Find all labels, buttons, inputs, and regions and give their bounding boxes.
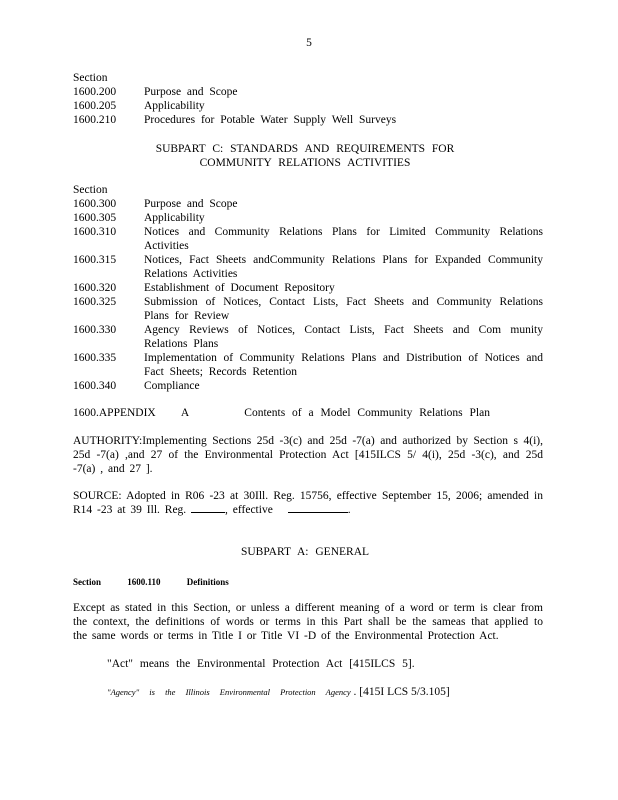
toc-row (73, 85, 543, 99)
toc-section-title: Submission of Notices, Contact Lists, Fact Sheets and Community Relations Plans for Review (144, 296, 543, 322)
toc-section-title: Implementation of Community Relations Plans and Distribution of Notices and Fact Sheets; Records Retention (144, 352, 543, 378)
toc-row (73, 211, 543, 225)
section-title: Definitions (186, 577, 229, 587)
page-number: 5 (306, 37, 312, 49)
toc-section-number: 1600.300 (73, 198, 117, 210)
toc-section-heading: Section (73, 184, 108, 196)
toc-section-number: 1600.315 (73, 254, 117, 266)
toc-section-title: Applicability (144, 212, 205, 224)
toc-section-number: 1600.325 (73, 296, 117, 308)
toc-section-number: 1600.335 (73, 352, 117, 364)
authority-note: AUTHORITY:Implementing Sections 25d -3(c) and 25d -7(a) and authorized by Section s 4(i), 25d -7(a) ,and 27 of the Environmental Protection Act [415ILCS 5/ 4(i), 25d -3(c), and 25d -7(a) , and 27 ]. (73, 435, 543, 475)
toc-row (73, 197, 543, 211)
toc-row (73, 253, 543, 281)
source-text: SOURCE: Adopted in R06 -23 at 30Ill. Reg. 15756, effective September 15, 2006; amended in R14 -23 at 39 Ill. Reg. (73, 490, 543, 516)
toc-section-title: Procedures for Potable Water Supply Well Surveys (144, 114, 397, 126)
toc-row (73, 351, 543, 379)
toc-section-title: Agency Reviews of Notices, Contact Lists, Fact Sheets and Com munity Relations Plans (144, 324, 543, 350)
toc-row (73, 113, 543, 127)
blank-line (288, 512, 348, 513)
toc-section-number: 1600.330 (73, 324, 117, 336)
definition-agency-text: "Agency" is the Illinois Environmental Protection Agency (107, 687, 351, 697)
toc-rows (73, 197, 543, 393)
blank-line (191, 512, 225, 513)
appendix-number: 1600.APPENDIX (73, 407, 156, 419)
toc-row (73, 99, 543, 113)
toc-subpart-b (73, 71, 543, 127)
subpart-a-heading: SUBPART A: GENERAL (240, 546, 370, 558)
toc-section-title: Purpose and Scope (144, 198, 238, 210)
toc-rows (73, 85, 543, 127)
toc-row (73, 281, 543, 295)
toc-row (73, 323, 543, 351)
toc-section-number: 1600.210 (73, 114, 117, 126)
subpart-c-line1: SUBPART C: STANDARDS AND REQUIREMENTS FOR (155, 143, 455, 155)
section-label: Section (73, 577, 101, 587)
subpart-c-heading (60, 142, 550, 170)
toc-section-number: 1600.205 (73, 100, 117, 112)
section-heading (73, 575, 543, 589)
toc-section-number: 1600.320 (73, 282, 117, 294)
source-end: . (347, 504, 351, 516)
definition-agency-cite: . [415I LCS 5/3.105] (353, 686, 450, 698)
appendix-line (73, 406, 543, 420)
toc-section-title: Notices, Fact Sheets andCommunity Relations Plans for Expanded Community Relations Activities (144, 254, 543, 280)
toc-section-number: 1600.200 (73, 86, 117, 98)
toc-row (73, 379, 543, 393)
subpart-c-line2: COMMUNITY RELATIONS ACTIVITIES (199, 157, 411, 169)
toc-section-title: Compliance (144, 380, 200, 392)
toc-section-number: 1600.340 (73, 380, 117, 392)
toc-section-number: 1600.305 (73, 212, 117, 224)
toc-section-heading: Section (73, 72, 108, 84)
source-note (73, 489, 543, 517)
source-effective: , effective (225, 504, 273, 516)
appendix-letter: A (180, 407, 189, 419)
toc-section-title: Establishment of Document Repository (144, 282, 335, 294)
appendix-title: Contents of a Model Community Relations Plan (244, 407, 490, 419)
toc-section-title: Notices and Community Relations Plans for Limited Community Relations Activities (144, 226, 543, 252)
definition-agency (73, 685, 577, 699)
toc-row (73, 225, 543, 253)
definition-act: "Act" means the Environmental Protection Act [415ILCS 5]. (107, 658, 415, 670)
toc-row (73, 295, 543, 323)
toc-section-title: Purpose and Scope (144, 86, 238, 98)
toc-section-number: 1600.310 (73, 226, 117, 238)
toc-section-title: Applicability (144, 100, 205, 112)
definitions-intro: Except as stated in this Section, or unless a different meaning of a word or term is clear from the context, the definitions of words or terms in this Part shall be the sameas that applied to the same words or terms in Title I or Title VI -D of the Environmental Protection Act. (73, 602, 543, 642)
toc-subpart-c (73, 183, 543, 393)
section-number: 1600.110 (127, 577, 161, 587)
